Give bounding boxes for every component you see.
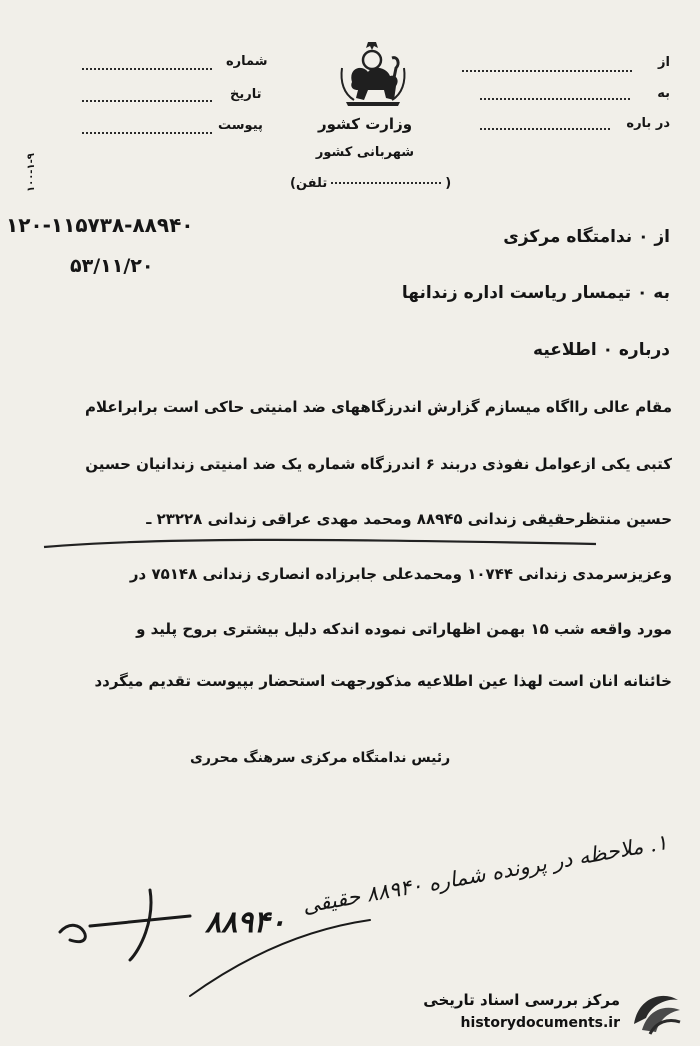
ministry-title: وزارت کشور xyxy=(317,115,413,133)
to-dotted-line xyxy=(480,98,630,100)
body-line-2: کتبی یکی ازعوامل نفوذی دربند ۶ اندرزگاه شماره یک ضد امنیتی زندانیان حسین xyxy=(85,455,672,473)
handwritten-strokes xyxy=(40,880,380,1010)
watermark-url: historydocuments.ir xyxy=(460,1015,620,1031)
from-line: از ٠ ندامتگاه مرکزی xyxy=(503,227,670,247)
to-label: به xyxy=(657,86,670,101)
phone-label: تلفن xyxy=(295,176,328,191)
date-label: تاریخ xyxy=(230,87,262,102)
from-dotted-line xyxy=(462,70,632,72)
to-line: به ٠ تیمسار ریاست اداره زندانها xyxy=(401,283,670,303)
reference-date: ۵۳/۱۱/۲۰ xyxy=(70,255,154,277)
underline-stroke xyxy=(40,535,600,555)
about-dotted-line xyxy=(480,128,610,130)
phone-line: (تلفن ) xyxy=(290,176,452,191)
about-label: در باره xyxy=(626,116,670,131)
police-title: شهربانی کشور xyxy=(315,145,415,160)
date-dotted-line xyxy=(82,100,212,102)
reference-number: ۱۲۰-۱۱۵۷۳۸-۸۸۹۴۰ xyxy=(6,213,194,237)
handwritten-line-2: ۸۸۹۴۰ xyxy=(205,905,286,940)
attachment-dotted-line xyxy=(82,132,212,134)
handwritten-line-1: ۱. ملاحظه در پرونده شماره ۸۸۹۴۰ حقیقی xyxy=(300,830,670,918)
from-label: از xyxy=(658,55,670,70)
body-line-3: حسین منتظرحقیقی زندانی ۸۸۹۴۵ ومحمد مهدی عراقی زندانی ۲۳۲۲۸ ـ xyxy=(146,510,672,528)
body-line-6: خائنانه انان است لهذا عین اطلاعیه مذکورجهت استحضار بپیوست تقدیم میگردد xyxy=(94,672,672,690)
lion-and-sun-emblem xyxy=(338,38,408,110)
number-label: شماره xyxy=(226,54,268,69)
body-line-1: مقام عالی رااگاه میسازم گزارش اندرزگاههای ضد امنیتی حاکی است برابراعلام xyxy=(84,398,672,416)
signature-line: رئیس ندامتگاه مرکزی سرهنگ محرری xyxy=(190,750,451,766)
margin-stamp: ۱۰۰-۱-۹ xyxy=(26,153,37,192)
body-line-5: مورد واقعه شب ۱۵ بهمن اظهاراتی نموده اندکه دلیل بیشتری بروح پلید و xyxy=(136,620,672,638)
archive-logo-icon xyxy=(628,988,684,1036)
about-line: درباره ٠ اطلاعیه xyxy=(533,340,670,360)
watermark-title: مرکز بررسی اسناد تاریخی xyxy=(423,991,620,1009)
body-line-4: وعزیزسرمدی زندانی ۱۰۷۴۴ ومحمدعلی جابرزاده انصاری زندانی ۷۵۱۴۸ در xyxy=(129,565,672,583)
attachment-label: پیوست xyxy=(218,118,263,133)
number-dotted-line xyxy=(82,68,212,70)
